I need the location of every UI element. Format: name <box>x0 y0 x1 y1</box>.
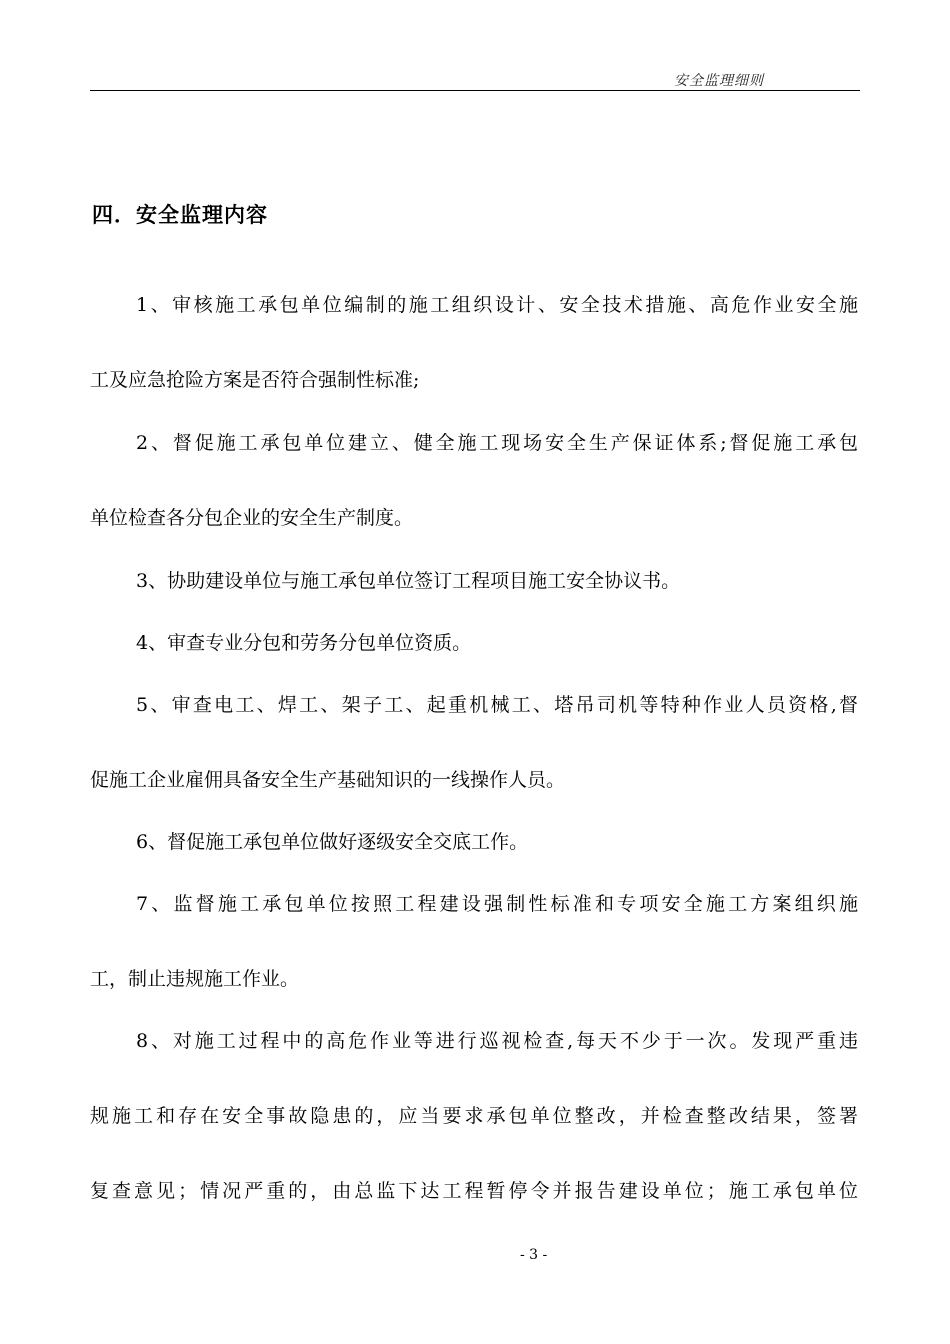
header-title: 安全监理细则 <box>674 73 764 89</box>
paragraph-8-line-2: 规施工和存在安全事故隐患的，应当要求承包单位整改，并检查整改结果，签署 <box>90 1105 858 1127</box>
paragraph-4: 4、审查专业分包和劳务分包单位资质。 <box>136 632 472 654</box>
paragraph-7-line-1: 7、监督施工承包单位按照工程建设强制性标准和专项安全施工方案组织施 <box>136 893 858 915</box>
paragraph-7-line-2: 工，制止违规施工作业。 <box>90 968 300 990</box>
paragraph-5-line-2: 促施工企业雇佣具备安全生产基础知识的一线操作人员。 <box>90 769 566 791</box>
paragraph-2-line-1: 2、督促施工承包单位建立、健全施工现场安全生产保证体系;督促施工承包 <box>136 432 858 454</box>
page-number: - 3 - <box>520 1247 548 1263</box>
paragraph-1-line-1: 1、审核施工承包单位编制的施工组织设计、安全技术措施、高危作业安全施 <box>136 294 858 316</box>
paragraph-5-line-1: 5、审查电工、焊工、架子工、起重机械工、塔吊司机等特种作业人员资格,督 <box>136 694 858 716</box>
paragraph-2-line-2: 单位检查各分包企业的安全生产制度。 <box>90 507 414 529</box>
paragraph-3: 3、协助建设单位与施工承包单位签订工程项目施工安全协议书。 <box>136 570 681 592</box>
paragraph-6: 6、督促施工承包单位做好逐级安全交底工作。 <box>136 831 529 853</box>
paragraph-8-line-1: 8、对施工过程中的高危作业等进行巡视检查,每天不少于一次。发现严重违 <box>136 1030 858 1052</box>
section-heading: 四．安全监理内容 <box>92 202 268 227</box>
paragraph-1-line-2: 工及应急抢险方案是否符合强制性标准; <box>90 369 420 391</box>
paragraph-8-line-3: 复查意见；情况严重的，由总监下达工程暂停令并报告建设单位；施工承包单位 <box>90 1180 858 1202</box>
page-header <box>90 64 860 91</box>
